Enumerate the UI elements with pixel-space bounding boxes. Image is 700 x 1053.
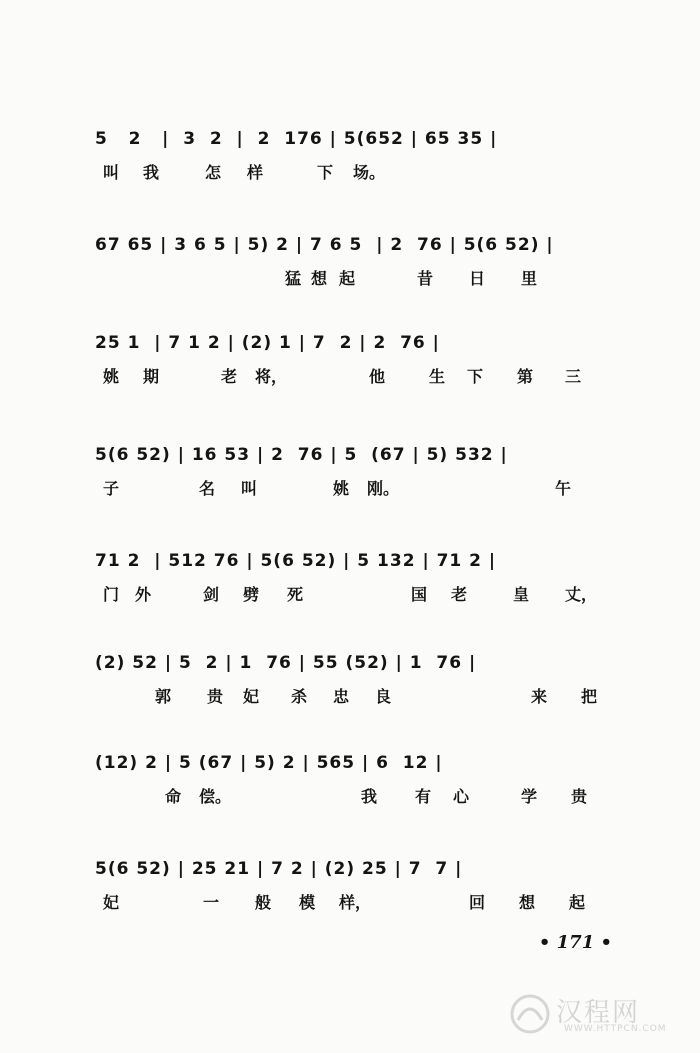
score-system [95, 322, 615, 412]
lyric-character: 叫 [103, 163, 120, 182]
lyric-character: 一 [203, 893, 220, 912]
lyric-character: 学 [521, 787, 538, 806]
lyric-character: 门 [103, 585, 120, 604]
lyric-character: 外 [135, 585, 152, 604]
score-system [95, 434, 615, 524]
lyric-character: 妃 [103, 893, 120, 912]
lyrics-line [95, 158, 615, 188]
lyric-character: 国 [411, 585, 428, 604]
lyric-character: 死 [287, 585, 304, 604]
lyric-character: 偿。 [199, 787, 232, 806]
score-system [95, 118, 615, 208]
lyric-character: 生 [429, 367, 446, 386]
watermark-name: 汉程网 [556, 998, 641, 1028]
lyric-character: 猛 [285, 269, 302, 288]
score-system [95, 742, 615, 832]
lyric-character: 下 [317, 163, 334, 182]
page-number: • 171 • [538, 932, 612, 953]
jianpu-notation-line: 71 2 | 512 76 | 5(6 52) | 5 132 | 71 2 | [95, 551, 497, 571]
lyric-character: 想 [311, 269, 328, 288]
lyric-character: 他 [369, 367, 386, 386]
watermark-url: WWW.HTTPCN.COM [564, 1024, 667, 1034]
lyric-character: 样 [247, 163, 264, 182]
lyric-character: 下 [467, 367, 484, 386]
lyric-character: 忠 [333, 687, 350, 706]
lyric-character: 妃 [243, 687, 260, 706]
lyric-character: 我 [361, 787, 378, 806]
lyric-character: 有 [415, 787, 432, 806]
lyric-character: 日 [469, 269, 486, 288]
lyric-character: 起 [339, 269, 356, 288]
jianpu-notation-line: 25 1 | 7 1 2 | (2) 1 | 7 2 | 2 76 | [95, 333, 440, 353]
score-system [95, 642, 615, 732]
lyric-character: 模 [299, 893, 316, 912]
lyric-character: 期 [143, 367, 160, 386]
lyric-character: 回 [469, 893, 486, 912]
watermark-logo-icon [506, 990, 554, 1038]
lyric-character: 想 [519, 893, 536, 912]
lyric-character: 第 [517, 367, 534, 386]
lyric-character: 老 [451, 585, 468, 604]
score-system [95, 224, 615, 314]
lyrics-line [95, 362, 615, 392]
lyrics-line [95, 264, 615, 294]
lyric-character: 老 [221, 367, 238, 386]
lyric-character: 良 [375, 687, 392, 706]
score-system [95, 540, 615, 630]
lyrics-line [95, 682, 615, 712]
lyric-character: 劈 [243, 585, 260, 604]
lyric-character: 郭 [155, 687, 172, 706]
jianpu-notation-line: 5(6 52) | 25 21 | 7 2 | (2) 25 | 7 7 | [95, 859, 463, 879]
lyric-character: 怎 [205, 163, 222, 182]
jianpu-notation-line: (12) 2 | 5 (67 | 5) 2 | 565 | 6 12 | [95, 753, 443, 773]
lyric-character: 刚。 [367, 479, 400, 498]
lyric-character: 我 [143, 163, 160, 182]
lyric-character: 名 [199, 479, 216, 498]
lyric-character: 贵 [207, 687, 224, 706]
lyric-character: 将， [255, 367, 288, 386]
lyric-character: 昔 [417, 269, 434, 288]
lyric-character: 样， [339, 893, 372, 912]
lyric-character: 心 [453, 787, 470, 806]
lyrics-line [95, 888, 615, 918]
lyrics-line [95, 580, 615, 610]
lyric-character: 里 [521, 269, 538, 288]
lyric-character: 姚 [333, 479, 350, 498]
lyric-character: 叫 [241, 479, 258, 498]
lyric-character: 姚 [103, 367, 120, 386]
lyrics-line [95, 782, 615, 812]
score-system [95, 848, 615, 938]
lyric-character: 三 [565, 367, 582, 386]
lyric-character: 起 [569, 893, 586, 912]
lyric-character: 剑 [203, 585, 220, 604]
jianpu-notation-line: (2) 52 | 5 2 | 1 76 | 55 (52) | 1 76 | [95, 653, 477, 673]
lyric-character: 午 [555, 479, 572, 498]
lyric-character: 贵 [571, 787, 588, 806]
watermark [506, 990, 686, 1040]
lyric-character: 般 [255, 893, 272, 912]
jianpu-notation-line: 67 65 | 3 6 5 | 5) 2 | 7 6 5 | 2 76 | 5(6 52) | [95, 235, 554, 255]
lyric-character: 丈， [565, 585, 598, 604]
lyric-character: 皇 [513, 585, 530, 604]
lyric-character: 场。 [353, 163, 386, 182]
jianpu-notation-line: 5 2 | 3 2 | 2 176 | 5(652 | 65 35 | [95, 129, 498, 149]
lyric-character: 杀 [291, 687, 308, 706]
lyric-character: 子 [103, 479, 120, 498]
lyric-character: 来 [531, 687, 548, 706]
lyrics-line [95, 474, 615, 504]
jianpu-notation-line: 5(6 52) | 16 53 | 2 76 | 5 (67 | 5) 532 | [95, 445, 508, 465]
lyric-character: 把 [581, 687, 598, 706]
lyric-character: 命 [165, 787, 182, 806]
